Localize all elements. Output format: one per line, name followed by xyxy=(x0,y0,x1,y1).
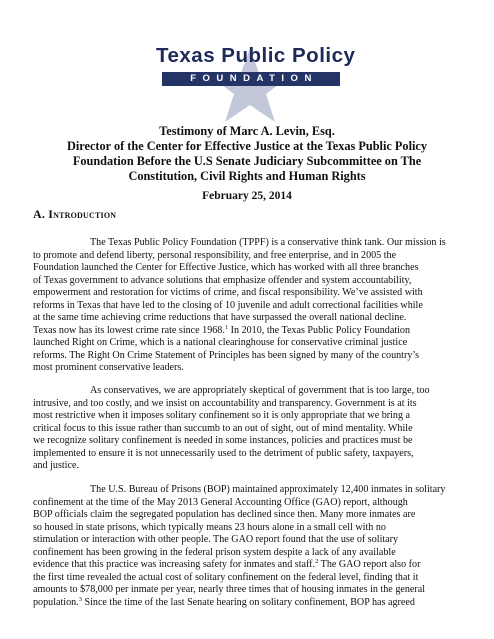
text-line: amounts to $78,000 per inmate per year, nearly three times that of housing inmates in the general xyxy=(33,584,426,596)
footnote-ref[interactable]: 2 xyxy=(315,558,319,566)
text-line: empowerment and restoration for victims of crime, and fiscal responsibility. We’ve assisted with xyxy=(33,287,423,299)
footnote-ref[interactable]: 1 xyxy=(224,323,229,331)
text-segment: Texas now has its lowest crime rate since 1968. xyxy=(33,324,225,336)
text-segment: In 2010, the Texas Public Policy Foundation xyxy=(228,324,411,336)
title-line: Testimony of Marc A. Levin, Esq. xyxy=(159,124,335,138)
text-line xyxy=(33,559,465,572)
text-line: implemented to ensure it is not unnecessarily used to the detriment of public safety, taxpayers, xyxy=(33,447,414,459)
footnote-ref[interactable]: 3 xyxy=(78,595,82,603)
paragraph-3 xyxy=(33,484,465,609)
text-line: stimulation or interaction with other people. The GAO report found that the use of solitary xyxy=(33,534,399,546)
text-line: so housed in state prisons, which typically means 23 hours alone in a small cell with no xyxy=(33,521,386,533)
text-line: As conservatives, we are appropriately skeptical of government that is too large, too xyxy=(90,385,430,396)
text-line: to promote and defend liberty, personal responsibility, and free enterprise, and in 2005 the xyxy=(33,249,397,261)
paragraph-2 xyxy=(33,385,465,473)
text-line: most prominent conservative leaders. xyxy=(33,362,184,374)
text-line: reforms. The Right On Crime Statement of Principles has been signed by many of the country’s xyxy=(33,349,420,361)
text-line: and justice. xyxy=(33,460,79,472)
text-segment: population. xyxy=(33,596,79,608)
text-line: launched Right on Crime, which is a national clearinghouse for conservative criminal justice xyxy=(33,337,408,349)
section-heading: A. Introduction xyxy=(33,207,117,221)
text-line: the first time revealed the actual cost of solitary confinement on the federal level, finding that it xyxy=(33,571,419,583)
text-line: Foundation launched the Center for Effective Justice, which has worked with all three branches xyxy=(33,262,419,274)
text-line: critical focus to this issue rather than succumb to an out of sight, out of mind mentality. While xyxy=(33,422,413,434)
text-line: reforms in Texas that have led to the closing of 10 juvenile and adult correctional facilities while xyxy=(33,299,423,311)
text-segment: evidence that this practice was increasing safety for inmates and staff. xyxy=(33,559,316,571)
foundation-logo xyxy=(150,44,356,126)
title-line: Director of the Center for Effective Justice at the Texas Public Policy xyxy=(66,139,428,153)
title-line: Constitution, Civil Rights and Human Rights xyxy=(128,169,366,183)
text-line: at the same time achieving crime reductions that have surpassed the overall national decline. xyxy=(33,312,407,324)
text-line: confinement at the time of the May 2013 General Accounting Office (GAO) report, although xyxy=(33,496,408,508)
logo-band: FOUNDATION xyxy=(162,72,340,86)
text-line xyxy=(33,597,465,610)
text-line: confinement has been growing in the federal prison system despite a lack of any available xyxy=(33,546,396,558)
text-line xyxy=(33,325,465,338)
text-line: The U.S. Bureau of Prisons (BOP) maintained approximately 12,400 inmates in solitary xyxy=(90,484,446,495)
testimony-date: February 25, 2014 xyxy=(202,190,292,202)
text-line: most restrictive when it imposes solitary confinement so it is only appropriate that we bring a xyxy=(33,410,411,422)
text-line: BOP officials claim the segregated population has declined since then. Many more inmates are xyxy=(33,509,416,521)
text-line: of Texas government to advance solutions that emphasize offender and system accountability, xyxy=(33,274,412,286)
text-line: The Texas Public Policy Foundation (TPPF) is a conservative think tank. Our mission is xyxy=(90,237,446,248)
paragraph-1 xyxy=(33,237,465,375)
text-segment: Since the time of the last Senate hearing on solitary confinement, BOP has agreed xyxy=(81,596,415,608)
text-line: we recognize solitary confinement is needed in some instances, policies and practices must be xyxy=(33,435,413,447)
logo-wordmark: Texas Public Policy xyxy=(156,44,356,67)
title-line: Foundation Before the U.S Senate Judiciary Subcommittee on The xyxy=(72,154,422,168)
text-segment: The GAO report also for xyxy=(318,559,421,571)
text-line: intrusive, and too costly, and we insist on accountability and transparency. Government is at its xyxy=(33,397,417,409)
testimony-title xyxy=(40,124,454,184)
